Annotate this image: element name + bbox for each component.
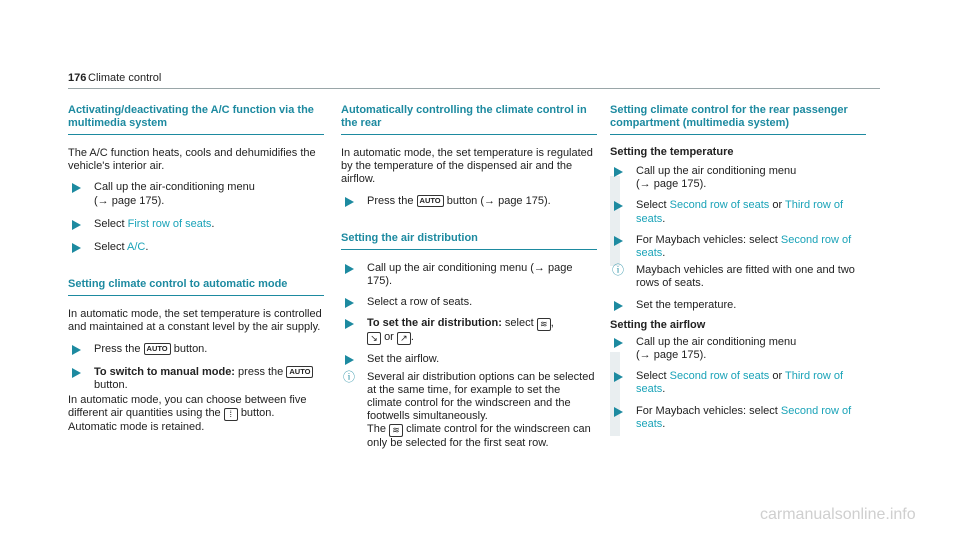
info-icon: ⓘ	[612, 263, 625, 278]
step-manual-mode: To switch to manual mode: press the AUTO button.	[68, 366, 324, 392]
step-arrow-icon	[345, 197, 354, 207]
page-number: 176	[68, 72, 87, 84]
step-arrow-icon	[614, 407, 623, 417]
menu-link-first-row[interactable]: First row of seats	[127, 217, 212, 230]
upper-airflow-icon: ↗	[397, 332, 411, 345]
page-header	[68, 0, 880, 88]
footwell-airflow-icon: ↘	[367, 332, 381, 345]
menu-link-second-row[interactable]: Second row of seats	[669, 370, 770, 383]
step-arrow-icon	[72, 345, 81, 355]
step-select-first-row: Select First row of seats.	[68, 218, 324, 231]
menu-link-second-row[interactable]: Second row of seats	[636, 233, 852, 260]
note-air-distribution: ⓘ Several air distribution options can be selected at the same time, for example to set the climate control for the windscreen and the footwells simultaneously. The ≋ climate control for the windscreen can only be selected for the first seat row.	[343, 369, 595, 450]
subheading-airflow: Setting the airflow	[610, 318, 706, 331]
step-set-air-distribution: To set the air distribution: select ≋ , ↘ or ↗ .	[341, 317, 597, 345]
step-arrow-icon	[72, 243, 81, 253]
column-3	[610, 104, 866, 431]
step-select-row-temp: Select Second row of seats or Third row of seats.	[610, 199, 866, 225]
info-icon: ⓘ	[343, 369, 356, 384]
step-arrow-icon	[614, 301, 623, 311]
step-select-row-airflow: Select Second row of seats or Third row of seats.	[610, 370, 866, 396]
header-rule	[68, 88, 880, 89]
step-arrow-icon	[614, 167, 623, 177]
step-maybach-temp: For Maybach vehicles: select Second row of seats.	[610, 234, 866, 260]
windscreen-airflow-icon: ≋	[537, 318, 551, 331]
fan-button-icon: ⁞	[224, 408, 238, 421]
step-call-ac-menu: Call up the air conditioning menu (→ page 175).	[341, 262, 597, 288]
menu-link-second-row[interactable]: Second row of seats	[636, 404, 852, 430]
step-arrow-icon	[614, 201, 623, 211]
auto-button-icon: AUTO	[286, 366, 313, 378]
step-call-menu-airflow: Call up the air conditioning menu (→ page 175).	[610, 336, 866, 362]
step-set-airflow: Set the airflow.	[341, 353, 597, 366]
step-arrow-icon	[72, 368, 81, 378]
step-set-temperature: Set the temperature.	[610, 299, 866, 312]
step-arrow-icon	[614, 338, 623, 348]
step-arrow-icon	[614, 236, 623, 246]
note-maybach: ⓘ Maybach vehicles are fitted with one and two rows of seats.	[612, 263, 855, 290]
step-call-menu: Call up the air-conditioning menu (→ page 175).	[68, 181, 324, 207]
heading-rear-auto: Automatically controlling the climate control in the rear	[341, 104, 597, 135]
heading-air-distribution: Setting the air distribution	[341, 232, 597, 250]
menu-link-ac[interactable]: A/C	[127, 241, 146, 254]
watermark: carmanualsonline.info	[760, 506, 916, 523]
menu-link-third-row[interactable]: Third row of seats	[636, 370, 844, 396]
menu-link-second-row[interactable]: Second row of seats	[669, 199, 770, 212]
auto-button-icon: AUTO	[144, 343, 171, 355]
chapter-title: Climate control	[88, 72, 162, 84]
step-maybach-airflow: For Maybach vehicles: select Second row of seats.	[610, 405, 866, 431]
heading-automatic-mode: Setting climate control to automatic mode	[68, 278, 324, 296]
column-1	[68, 104, 324, 435]
heading-ac-function: Activating/deactivating the A/C function via the multimedia system	[68, 104, 324, 135]
paragraph-automatic-mode: In automatic mode, the set temperature is controlled and maintained at a constant level by the air supply.	[68, 308, 322, 334]
column-2	[341, 104, 597, 451]
menu-link-third-row[interactable]: Third row of seats	[636, 199, 844, 225]
step-arrow-icon	[72, 220, 81, 230]
step-arrow-icon	[345, 319, 354, 329]
step-press-auto-rear: Press the AUTO button (→ page 175).	[341, 195, 597, 208]
step-press-auto: Press the AUTO button.	[68, 343, 324, 356]
windscreen-airflow-icon: ≋	[389, 424, 403, 437]
step-arrow-icon	[72, 183, 81, 193]
paragraph-rear-auto: In automatic mode, the set temperature is regulated by the temperature of the dispensed air and the airflow.	[341, 147, 593, 186]
paragraph-air-quantities: In automatic mode, you can choose between five different air quantities using the ⁞ button. Automatic mode is retained.	[68, 394, 307, 434]
auto-button-icon: AUTO	[417, 195, 444, 207]
step-call-menu-temp: Call up the air conditioning menu (→ page 175).	[610, 165, 866, 191]
step-select-ac: Select A/C.	[68, 241, 324, 254]
step-arrow-icon	[614, 372, 623, 382]
heading-rear-passenger: Setting climate control for the rear passenger compartment (multimedia system)	[610, 104, 866, 135]
paragraph-ac-intro: The A/C function heats, cools and dehumidifies the vehicle's interior air.	[68, 147, 316, 173]
step-arrow-icon	[345, 264, 354, 274]
step-arrow-icon	[345, 355, 354, 365]
subheading-temperature: Setting the temperature	[610, 146, 734, 158]
step-select-row: Select a row of seats.	[341, 296, 597, 309]
step-arrow-icon	[345, 298, 354, 308]
